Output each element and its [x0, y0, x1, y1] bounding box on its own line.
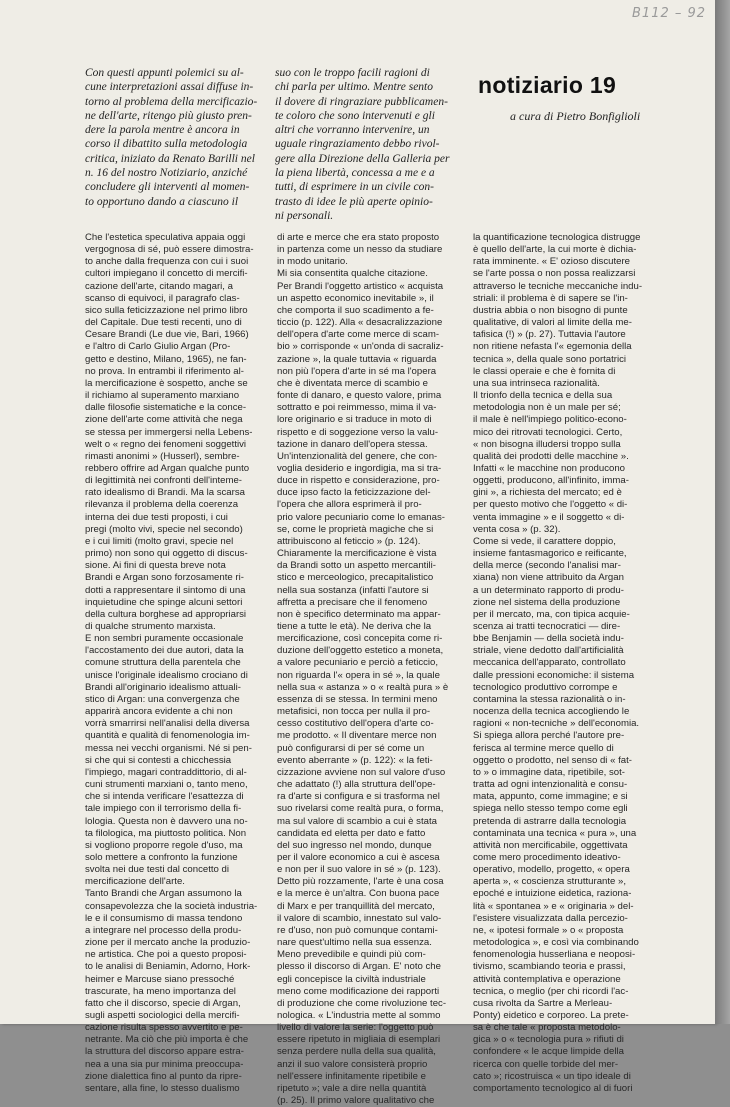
- article-column-2: di arte e merce che era stato proposto in partenza come un nesso da studiare in modo unitario. Mi sia consentita qualche citazione. Per Brandi l'oggetto artistico « acquista un aspetto economico inevitabile », il che comporta il suo scadimento a fe- ticcio (p. 122). Alla « desacralizzazione dell'opera d'arte come merce di scam- bio » corrisponde « un'onda di sacraliz- zazione », la quale tuttavia « riguarda non più l'opera d'arte in sé ma l'opera che è diventata merce di scambio e fonte di danaro, e questo valore, prima sottratto e poi reimmesso, mima il va- lore originario e si traduce in moto di rispetto e di soggezione verso la valu- tazione in danaro dell'opera stessa. Un'intenzionalità del genere, che con- voglia desiderio e ingordigia, ma si tra- duce in rispetto e considerazione, pro- duce ipso facto la feticizzazione del- l'opera che allora esprimerà il pro- prio valore pecuniario come lo emanas- se, come le proprietà magiche che si attribuiscono al feticcio » (p. 124). Chiaramente la mercificazione è vista da Brandi sotto un aspetto mercantili- stico e merceologico, precapitalistico nella sua sostanza (infatti l'autore si affretta a precisare che il fenomeno non è specifico determinato ma appar- tiene a tutte le età). Ne deriva che la mercificazione, così concepita come ri- duzione dell'oggetto estetico a moneta, a valore pecuniario e perciò a feticcio, non riguarda l'« opera in sé », la quale nella sua « astanza » o « realtà pura » è essenza di se stessa. In termini meno metafisici, non tocca per nulla il pro- cesso costitutivo dell'opera d'arte co- me prodotto. « Il diventare merce non può configurarsi di per sé come un evento aberrante » (p. 122): « la feti- cizzazione avviene non sul valore d'uso che adattato (!) alla struttura dell'ope- ra d'arte si configura e si trasforma nel suo rivelarsi come realtà pura, o forma, ma sul valore di scambio a cui è stata candidata ed eletta per dato e fatto del suo ingresso nel mondo, dunque per il valore economico a cui è ascesa e non per il suo valore in sé » (p. 123). Detto più rozzamente, l'arte è una cosa e la merce è un'altra. Con buona pace di Marx e per tranquillità del mercato, il valore di scambio, innestato sul valo- re d'uso, non può comunque contami- nare quest'ultimo nella sua essenza. Meno prevedibile e quindi più com- plesso il discorso di Argan. E' noto che egli concepisce la civiltà industriale meno come modificazione dei rapporti di produzione che come rivoluzione tec- nologica. « L'industria mette al sommo livello di valore la serie: l'oggetto può essere ripetuto in migliaia di esemplari senza perdere nulla della sua qualità, anzi il suo valore consisterà proprio nell'essere infinitamente ripetibile e ripetuto »; vale a dire nella quantità (p. 25). Il primo valore qualitativo che: [277, 232, 449, 1107]
- article-column-3: la quantificazione tecnologica distrugge è quello dell'arte, la cui morte è dichia- rata imminente. « E' ozioso discutere se l'arte possa o non possa realizzarsi attraverso le tecniche meccaniche indu- striali: il problema è di sapere se l'in- dustria abbia o non bisogno di punte qualitative, di valori al limite della me- tafisica (!) » (p. 27). Tuttavia l'autore non ritiene nefasta l'« egemonia della tecnica », della quale sono portatrici le classi operaie e che è fornita di una sua intrinseca razionalità. Il trionfo della tecnica e della sua metodologia non è un male per sé; il male è nell'impiego politico-econo- mico dei ritrovati tecnologici. Certo, « non bisogna illudersi troppo sulla qualità dei prodotti delle macchine ». Infatti « le macchine non producono oggetti, producono, all'infinito, imma- gini », a richiesta del mercato; ed è per questo motivo che l'oggetto « di- venta immagine » e il soggetto « di- venta cosa » (p. 32). Come si vede, il carattere doppio, insieme fantasmagorico e reificante, della merce (secondo l'analisi mar- xiana) non viene attribuito da Argan a un determinato rapporto di produ- zione nel sistema della produzione per il mercato, ma, con tipica acquie- scenza ai tratti tecnocratici — dire- bbe Benjamin — della società indu- striale, viene dedotto dall'artificialità meccanica dell'apparato, controllato dalle pressioni economiche: il sistema tecnologico produttivo corrompe e contamina la stessa razionalità o in- nocenza della tecnica accogliendo le ragioni « non-tecniche » dell'economia. Si spiega allora perché l'autore pre- ferisca al termine merce quello di oggetto o prodotto, nel senso di « fat- to » o immagine data, ripetibile, sot- tratta ad ogni intenzionalità e consu- mata, appunto, come immagine; e si spiega nello stesso tempo come egli pretenda di astrarre dalla tecnologia contaminata una tecnica « pura », una attività non mercificabile, oggettivata come mero procedimento ideativo- operativo, modello, progetto, « opera aperta », « coscienza strutturante », epoché e intuizione eidetica, raziona- lità « spontanea » e « originaria » del- l'esistere visualizzata dalla percezio- ne, « ipotesi formale » o « proposta metodologica », e così via combinando fenomenologia husserliana e neoposi- tivismo, scambiando teoria e prassi, attività contemplativa e operazione tecnica, o meglio (per chi ricordi l'ac- cusa rivolta da Sartre a Merleau- Ponty) eidetico e corporeo. La prete- sa è che tale « proposta metodolo- gica » o « tecnologia pura » rifiuti di confondere « le acque limpide della ricerca con quelle torbide del mer- cato »; ricostruisca « un tipo ideale di comportamento tecnologico al di fuori: [473, 232, 643, 1094]
- article-column-1: Che l'estetica speculativa appaia oggi vergognosa di sé, può essere dimostra- to anche dalla frequenza con cui i suoi cultori impiegano il concetto di mercifi- cazione dell'arte, citando magari, a scanso di equivoci, il paragrafo clas- sico sulla feticizzazione nel primo libro del Capitale. Due testi recenti, uno di Cesare Brandi (Le due vie, Bari, 1966) e l'altro di Carlo Giulio Argan (Pro- getto e destino, Milano, 1965), ne fan- no prova. In entrambi il riferimento al- la mercificazione è sospetto, anche se il richiamo al superamento marxiano dalle filosofie sistematiche e la conce- zione dell'arte come attività che nega se stessa per immergersi nella Lebens- welt o « regno dei fenomeni soggettivi rimasti anonimi » (Husserl), sembre- rebbero offrire ad Argan qualche punto di legittimità nei confronti dell'inteme- rato idealismo di Brandi. Ma la scarsa rilevanza il problema della coerenza interna dei due testi proposti, i cui pregi (molto vivi, specie nel secondo) e i cui limiti (molto gravi, specie nel primo) non sono qui oggetto di discus- sione. Ai fini di questa breve nota Brandi e Argan sono forzosamente ri- dotti a rappresentare il sintomo di una inquietudine che spinge alcuni settori della cultura borghese ad appropriarsi di qualche strumento marxista. E non sembri puramente occasionale l'accostamento dei due autori, data la comune struttura della parentela che unisce l'originale idealismo crociano di Brandi all'originario idealismo attuali- stico di Argan: una convergenza che apparirà ancora evidente a chi non vorrà smarrirsi nell'analisi della diversa quantità e qualità di fenomenologia im- messa nei vecchi organismi. Né si pen- si che qui si contesti a chicchessia l'impiego, magari contraddittorio, di al- cuni strumenti marxiani o, tanto meno, che si intenda verificare l'esattezza di tale impiego con il terrorismo della fi- lologia. Questa non è davvero una no- ta filologica, ma piuttosto politica. Non si vogliono proporre regole d'uso, ma solo mettere a confronto la funzione svolta nei due testi dal concetto di mercificazione dell'arte. Tanto Brandi che Argan assumono la consapevolezza che la società industria- le e il consumismo di massa tendono a integrare nel processo della produ- zione per il mercato anche la produzio- ne artistica. Che poi a questo proposi- to le analisi di Beniamin, Adorno, Hork- heimer e Marcuse siano pressoché trascurate, ha meno importanza del fatto che il discorso, specie di Argan, sugli aspetti sociologici della mercifi- cazione risulta spesso avvertito e pe- netrante. Ma ciò che più importa è che la struttura del discorso appare estra- nea a una sia pur minima preoccupa- zione dialettica fino al punto da ripre- sentare, alla fine, lo stesso dualismo: [85, 232, 258, 1094]
- intro-text-middle: suo con le troppo facili ragioni di chi parla per ultimo. Mentre sento il dovere di ringraziare pubblicamen- te coloro che sono intervenuti e gli altri che vorranno intervenire, un uguale ringraziamento debbo rivol- gere alla Direzione della Galleria per la piena libertà, concessa a me e a tutti, di esprimere in un civile con- trasto di idee le più aperte opinio- ni personali.: [275, 67, 450, 222]
- intro-text-left: Con questi appunti polemici su al- cune interpretazioni assai diffuse in- torno al problema della mercificazio- ne dell'arte, ritengo più giusto pren- dere la parola mentre è ancora in corso il dibattito sulla metodologia critica, iniziato da Renato Barilli nel n. 16 del nostro Notiziario, anziché concludere gli interventi al momen- to opportuno dando a ciascuno il: [85, 67, 258, 208]
- section-title: notiziario 19: [478, 72, 617, 98]
- next-page-edge: [715, 0, 730, 1024]
- handwritten-note: B112 – 92: [632, 6, 707, 21]
- section-curator: a cura di Pietro Bonfiglioli: [510, 109, 641, 123]
